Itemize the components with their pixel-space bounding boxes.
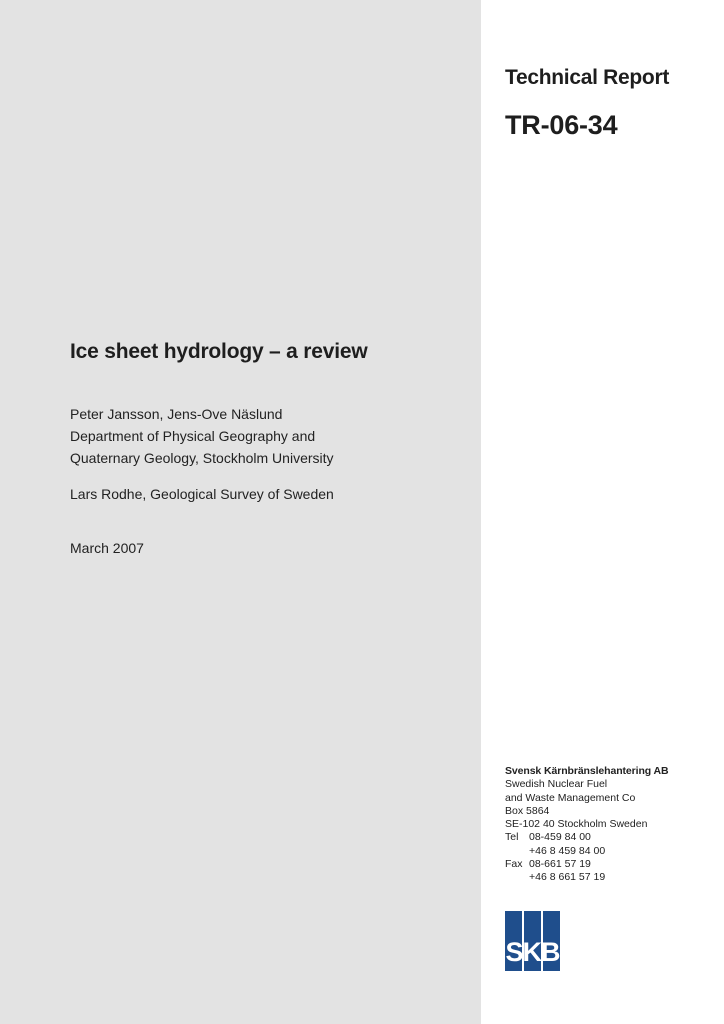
phone-label: Tel: [505, 831, 519, 844]
report-type-label: Technical Report: [505, 66, 670, 89]
phone-row: [505, 845, 669, 858]
phone-label: [505, 845, 529, 858]
skb-logo: [505, 911, 560, 971]
author-block: [70, 403, 334, 469]
phone-row: [505, 871, 669, 884]
phone-number: 08-459 84 00: [529, 831, 591, 844]
report-number: TR-06-34: [505, 110, 618, 140]
publisher-line: Box 5864: [505, 804, 550, 817]
phone-label: [505, 871, 529, 884]
phone-number: +46 8 459 84 00: [529, 844, 606, 857]
publisher-line: and Waste Management Co: [505, 791, 636, 804]
publisher-contact-block: [505, 765, 669, 885]
publisher-line: Swedish Nuclear Fuel: [505, 778, 608, 791]
author-line: Peter Jansson, Jens-Ove Näslund: [70, 406, 283, 422]
publication-date: March 2007: [70, 540, 144, 556]
phone-number: +46 8 661 57 19: [529, 871, 606, 884]
second-author-line: Lars Rodhe, Geological Survey of Sweden: [70, 486, 334, 502]
author-affiliation-line: Department of Physical Geography and: [70, 428, 316, 444]
phone-row: [505, 831, 669, 844]
phone-row: [505, 858, 669, 871]
publisher-name: Svensk Kärnbränslehantering AB: [505, 765, 669, 777]
phone-label: Fax: [505, 858, 523, 871]
publisher-line: SE-102 40 Stockholm Sweden: [505, 818, 648, 831]
skb-logo-text: SKB: [505, 937, 560, 967]
document-title: Ice sheet hydrology – a review: [70, 340, 368, 363]
author-affiliation-line: Quaternary Geology, Stockholm University: [70, 450, 334, 466]
phone-number: 08-661 57 19: [529, 858, 591, 871]
